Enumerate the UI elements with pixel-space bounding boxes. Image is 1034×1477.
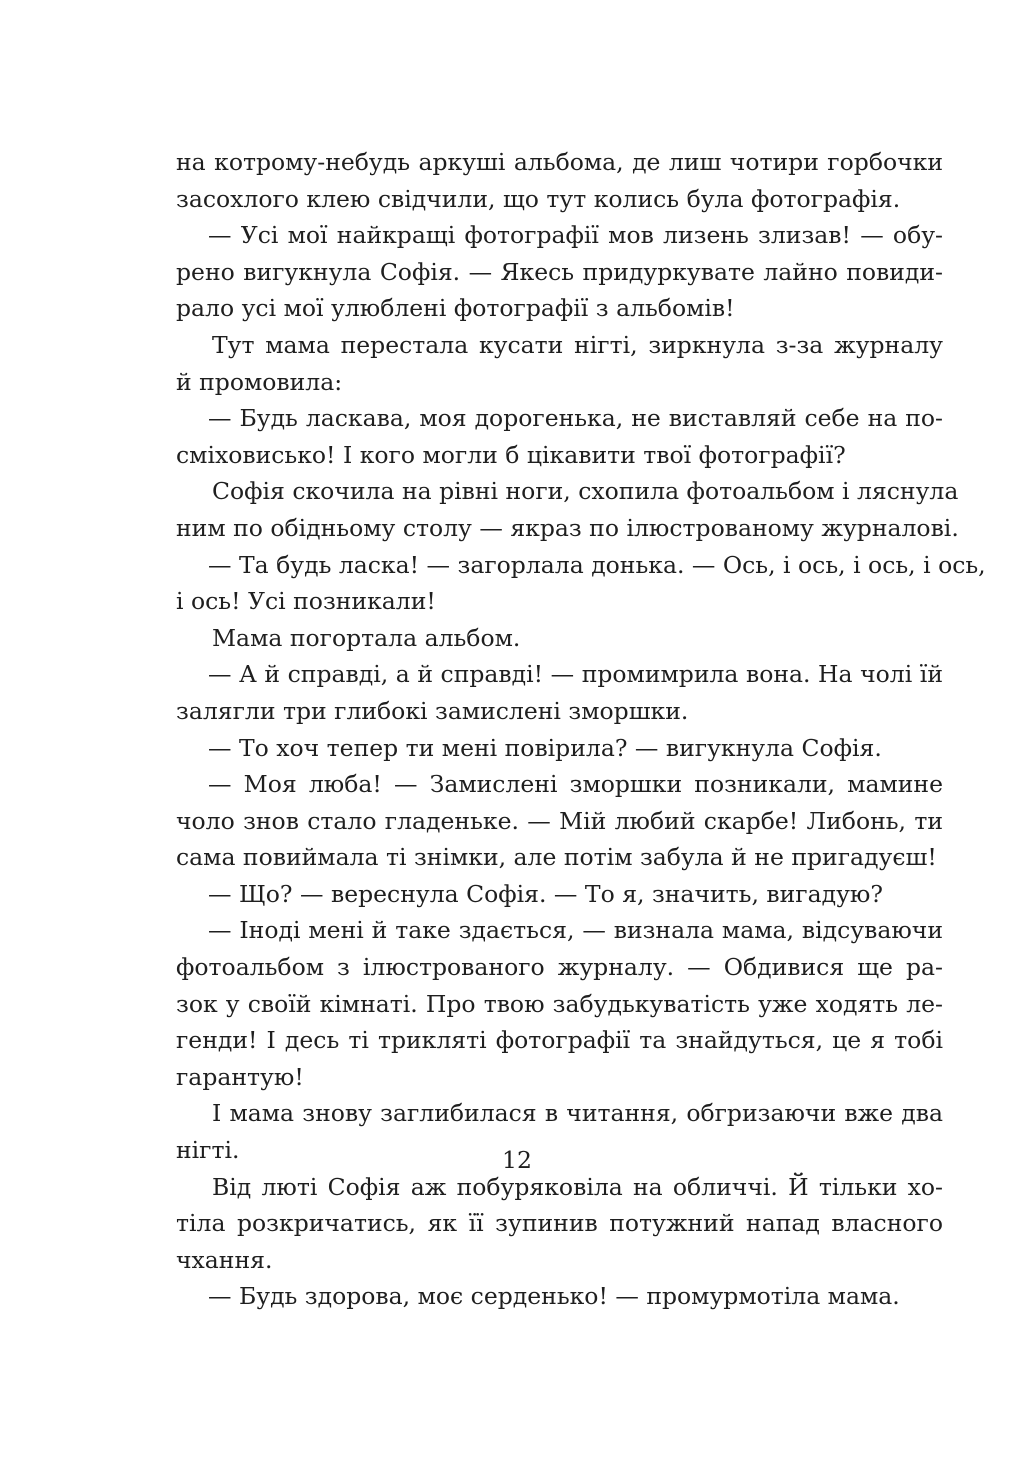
text-line: — Будь ласкава, моя дорогенька, не виставляй себе на по- (208, 404, 943, 433)
text-line: І мама знову заглибилася в читання, обгризаючи вже два (212, 1099, 943, 1128)
text-line: нігті. (176, 1136, 240, 1165)
text-line: чхання. (176, 1245, 273, 1274)
text-line: гарантую! (176, 1062, 304, 1091)
text-line: — Усі мої найкращі фотографії мов лизень злизав! — обу- (208, 221, 943, 250)
text-line: рено вигукнула Софія. — Якесь придуркувате лайно повиди- (176, 257, 943, 286)
text-line: Софія скочила на рівні ноги, схопила фотоальбом і ляснула (212, 477, 959, 506)
text-line: Від люті Софія аж побуряковіла на обличчі. Й тільки хо- (212, 1172, 943, 1201)
text-line: Тут мама перестала кусати нігті, зиркнула з-за журналу (212, 330, 943, 359)
text-line: — Іноді мені й таке здається, — визнала мама, відсуваючи (208, 916, 943, 945)
text-line: генди! І десь ті трикляті фотографії та знайдуться, це я тобі (176, 1026, 943, 1055)
text-line: сама повиймала ті знімки, але потім забула й не пригадуєш! (176, 843, 937, 872)
text-line: зок у своїй кімнаті. Про твою забудькуватість уже ходять ле- (176, 989, 943, 1018)
text-line: чоло знов стало гладеньке. — Мій любий скарбе! Либонь, ти (176, 806, 943, 835)
text-line: рало усі мої улюблені фотографії з альбомів! (176, 294, 735, 323)
text-line: — Будь здорова, моє серденько! — промурмотіла мама. (208, 1282, 900, 1311)
text-line: Мама погортала альбом. (212, 623, 521, 652)
text-line: — Що? — вереснула Софія. — То я, значить, вигадую? (208, 879, 883, 908)
text-line: ним по обідньому столу — якраз по ілюстрованому журналові. (176, 513, 959, 542)
text-line: сміховисько! І кого могли б цікавити твої фотографії? (176, 440, 846, 469)
text-line: — А й справді, а й справді! — промимрила вона. На чолі їй (208, 660, 943, 689)
text-line: на котрому-небудь аркуші альбома, де лиш чотири горбочки (176, 148, 943, 176)
text-line: фотоальбом з ілюстрованого журналу. — Обдивися ще ра- (176, 953, 943, 982)
text-line: засохлого клею свідчили, що тут колись була фотографія. (176, 184, 901, 213)
text-line: — Моя люба! — Замислені зморшки позникали, мамине (208, 770, 943, 799)
text-line: і ось! Усі позникали! (176, 587, 436, 616)
text-line: тіла розкричатись, як її зупинив потужний напад власного (176, 1209, 943, 1238)
text-line: — То хоч тепер ти мені повірила? — вигукнула Софія. (208, 733, 882, 762)
page-number: 12 (502, 1146, 532, 1174)
text-line: й промовила: (176, 367, 343, 396)
text-line: залягли три глибокі замислені зморшки. (176, 696, 689, 725)
body-text (176, 144, 986, 1315)
text-line: — Та будь ласка! — загорлала донька. — Ось, і ось, і ось, і ось, (208, 550, 986, 579)
